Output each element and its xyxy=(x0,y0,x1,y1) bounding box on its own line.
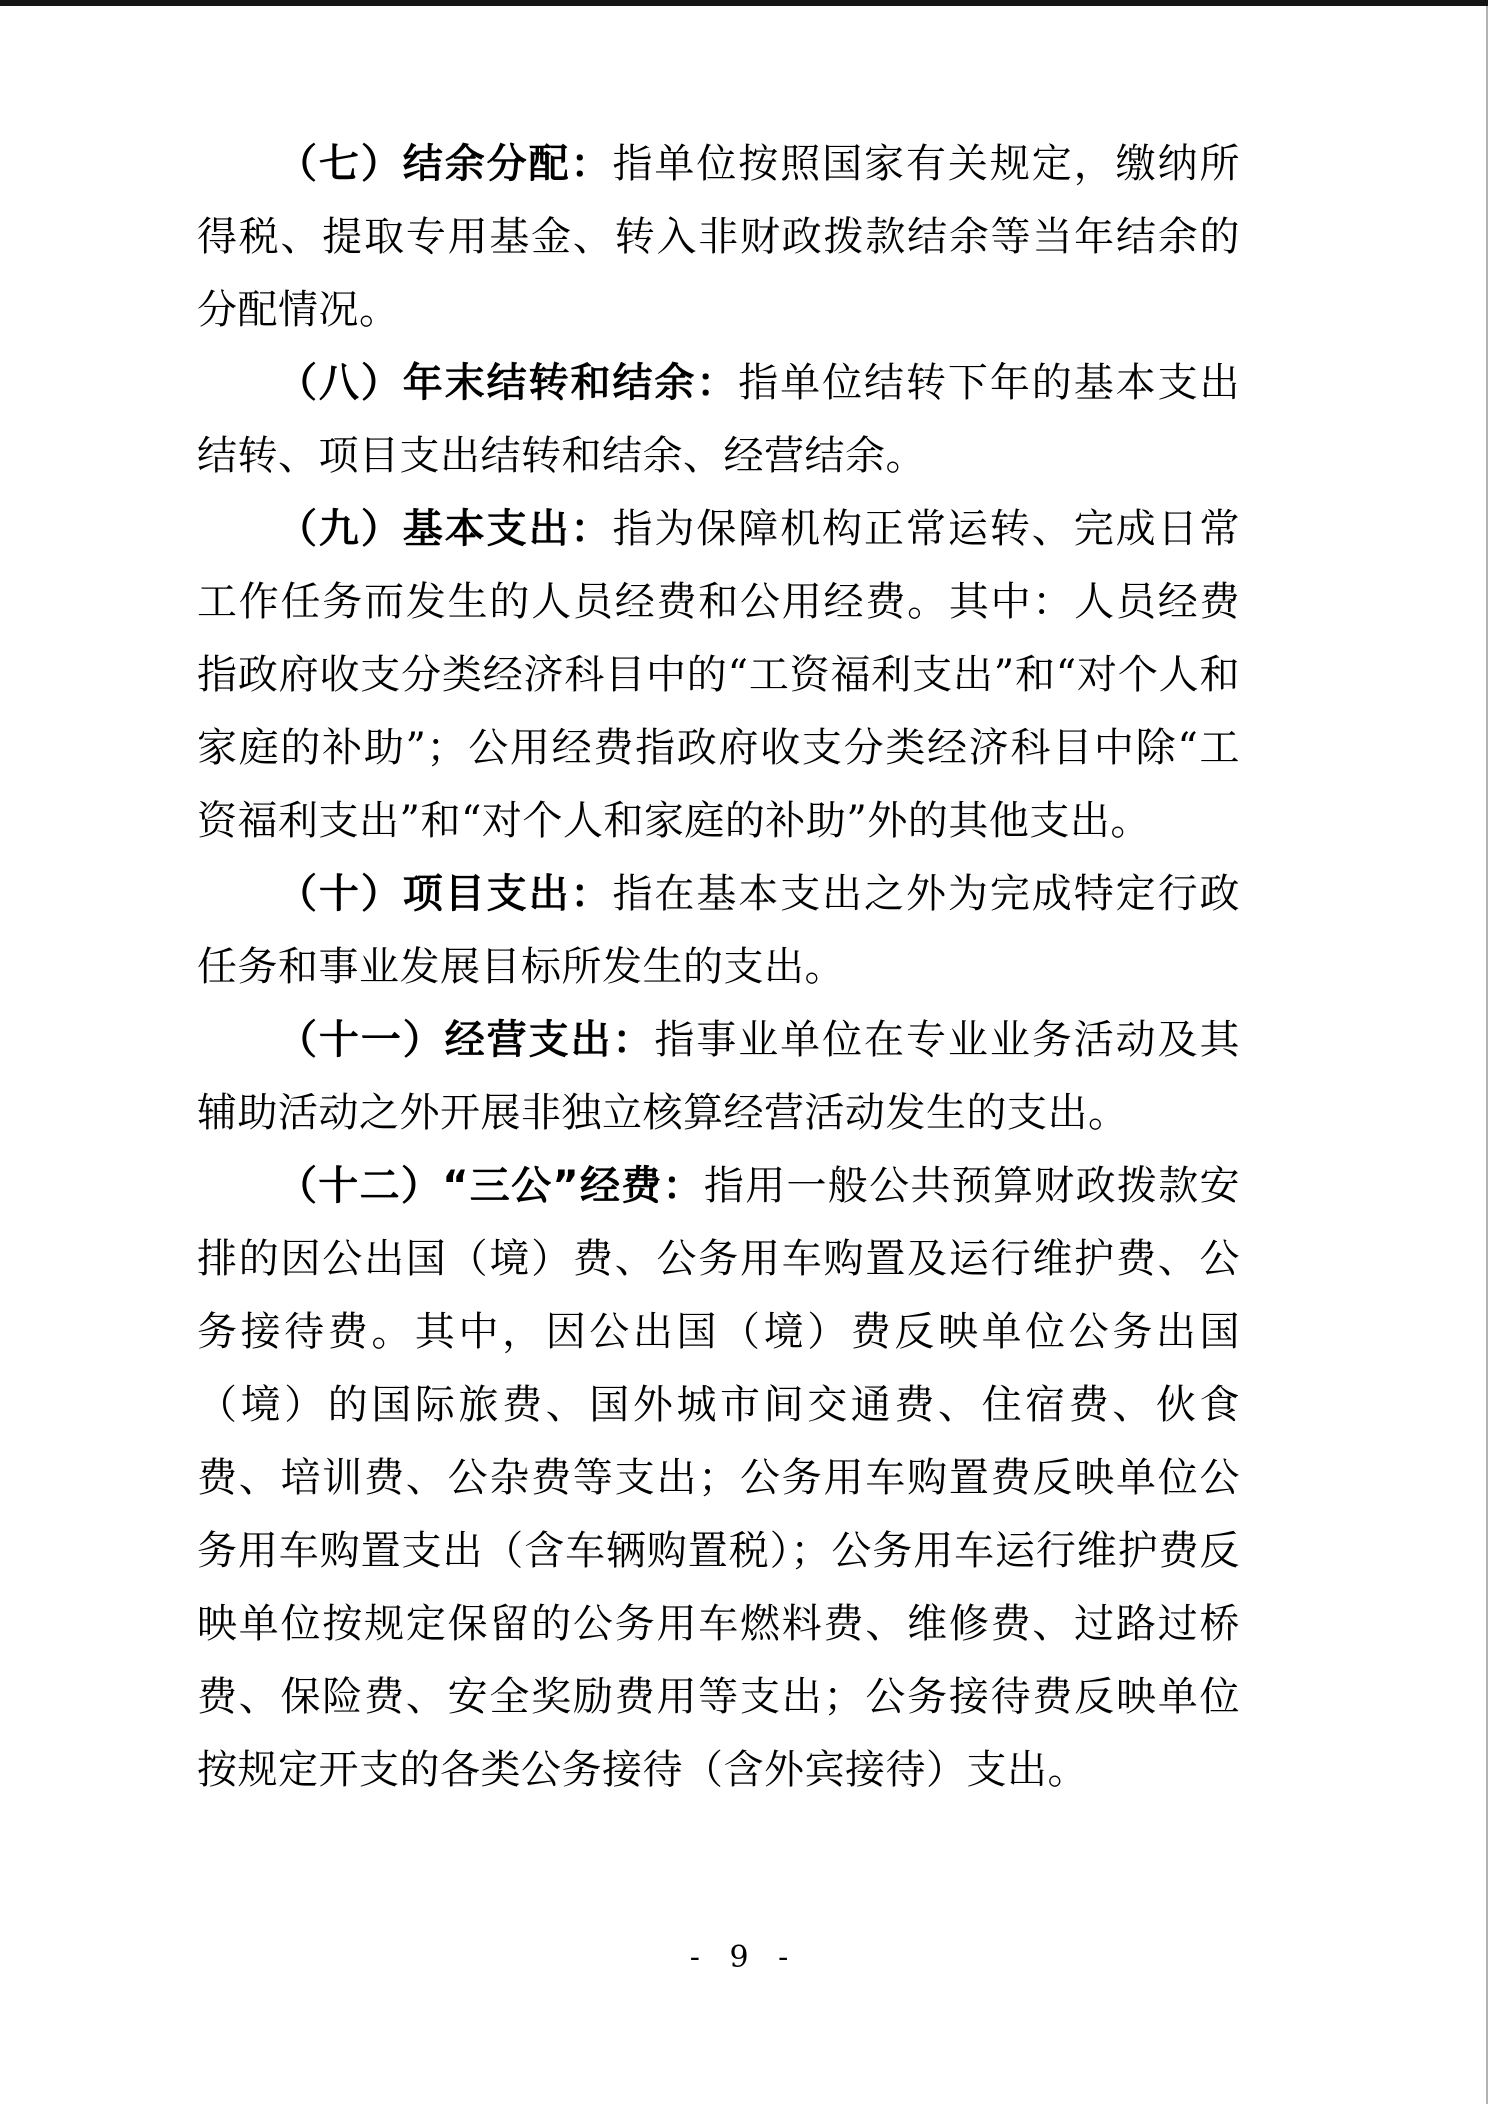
paragraph-7-text: 指单位按照国家有关规定，缴纳所得税、提取专用基金、转入非财政拨款结余等当年结余的分配情况。 xyxy=(197,141,1241,333)
paragraph-10-label: （十）项目支出： xyxy=(277,871,613,917)
paragraph-7-label: （七）结余分配： xyxy=(277,141,613,187)
paragraph-8 xyxy=(197,347,1240,493)
paragraph-8-label: （八）年末结转和结余： xyxy=(277,360,739,406)
paragraph-8-text: 指单位结转下年的基本支出结转、项目支出结转和结余、经营结余。 xyxy=(197,360,1240,479)
paragraph-12-text: 指用一般公共预算财政拨款安排的因公出国（境）费、公务用车购置及运行维护费、公务接待费。其中，因公出国（境）费反映单位公务出国（境）的国际旅费、国外城市间交通费、住宿费、伙食费、培训费、公杂费等支出；公务用车购置费反映单位公务用车购置支出（含车辆购置税）；公务用车运行维护费反映单位按规定保留的公务用车燃料费、维修费、过路过桥费、保险费、安全奖励费用等支出；公务接待费反映单位按规定开支的各类公务接待（含外宾接待）支出。 xyxy=(197,1163,1241,1793)
paragraph-11-text: 指事业单位在专业业务活动及其辅助活动之外开展非独立核算经营活动发生的支出。 xyxy=(197,1017,1241,1136)
scan-edge-top xyxy=(0,0,1488,6)
paragraph-11-label: （十一）经营支出： xyxy=(277,1017,655,1063)
document-body xyxy=(197,128,1240,1807)
paragraph-12 xyxy=(197,1150,1240,1807)
paragraph-12-label: （十二）“三公”经费： xyxy=(277,1163,704,1209)
paragraph-10 xyxy=(197,858,1240,1004)
paragraph-9-label: （九）基本支出： xyxy=(277,506,613,552)
paragraph-9 xyxy=(197,493,1240,858)
paragraph-10-text: 指在基本支出之外为完成特定行政任务和事业发展目标所发生的支出。 xyxy=(197,871,1241,990)
paragraph-11 xyxy=(197,1004,1240,1150)
paragraph-7 xyxy=(197,128,1240,347)
paragraph-9-text: 指为保障机构正常运转、完成日常工作任务而发生的人员经费和公用经费。其中：人员经费指政府收支分类经济科目中的“工资福利支出”和“对个人和家庭的补助”；公用经费指政府收支分类经济科目中除“工资福利支出”和“对个人和家庭的补助”外的其他支出。 xyxy=(197,506,1241,844)
page-number: - 9 - xyxy=(689,1940,799,1975)
